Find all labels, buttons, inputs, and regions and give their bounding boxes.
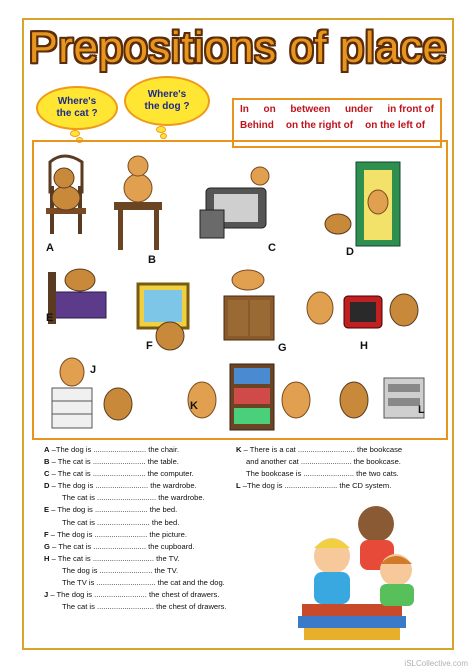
- footer-watermark: iSLCollective.com: [404, 659, 468, 668]
- picture-e-dog-on-bed: [48, 269, 106, 324]
- sentence-lead: E: [44, 505, 50, 515]
- picture-label-j: J: [90, 364, 97, 376]
- word-bank-row: [240, 104, 434, 115]
- word: under: [344, 104, 373, 115]
- sentence-lead: A: [44, 445, 50, 454]
- bubble-where-dog: [124, 76, 210, 126]
- sentence-lead: H: [44, 553, 50, 563]
- picture-a-dog-on-chair: [46, 156, 86, 234]
- bubble-dot: [70, 130, 80, 137]
- worksheet: [22, 18, 454, 650]
- bubble-dog-text: Where's the dog ?: [144, 89, 190, 112]
- sentence: The bookcase is ........................ the two cats.: [246, 469, 399, 479]
- picture-h-tv: [307, 292, 418, 328]
- sentence-lead: G: [44, 541, 50, 551]
- sentence: – The dog is ......................... the chest of drawers.: [48, 590, 220, 600]
- sentence: – The dog is ......................... the wardrobe.: [49, 481, 197, 491]
- sentence: –The dog is ......................... the chair.: [49, 445, 180, 454]
- sentence-lead: K: [236, 445, 242, 454]
- sentence: The dog is ......................... the TV.: [62, 565, 179, 575]
- sentence: The cat is ............................ the wardrobe.: [62, 493, 205, 503]
- bubble-dot: [160, 133, 167, 139]
- sentence-lead: F: [44, 529, 49, 539]
- sentence: –The dog is ......................... the CD system.: [240, 481, 392, 491]
- sentence: – The cat is ............................. the TV.: [49, 553, 180, 563]
- children-reading-illustration: [292, 492, 442, 642]
- bubble-where-cat: [36, 86, 118, 130]
- sentence: – The dog is ......................... the bed.: [49, 505, 178, 515]
- picture-label-d: D: [346, 246, 354, 258]
- picture-l-cd-system: [340, 378, 424, 418]
- sentence: – The cat is ......................... the cupboard.: [49, 541, 195, 551]
- sentence: – The cat is ......................... the computer.: [49, 469, 194, 479]
- illustrations: [34, 142, 446, 438]
- picture-label-b: B: [148, 254, 156, 266]
- page-title: Prepositions of place: [28, 23, 448, 72]
- picture-label-g: G: [278, 342, 287, 354]
- picture-label-f: F: [146, 340, 153, 352]
- sentence-lead: C: [44, 469, 50, 479]
- picture-label-a: A: [46, 242, 54, 254]
- sentence: – There is a cat ........................... the bookcase: [241, 445, 403, 454]
- sentence: – The dog is ......................... the picture.: [48, 529, 187, 539]
- picture-label-e: E: [46, 312, 54, 324]
- picture-b-cat-on-table: [114, 156, 162, 250]
- sentence-lead: D: [44, 481, 50, 491]
- picture-c-cat-behind-computer: [200, 167, 269, 238]
- picture-d-wardrobe: [325, 162, 400, 246]
- word: on the right of: [285, 120, 354, 131]
- sentence-lead: L: [236, 481, 241, 491]
- word-bank-row: [240, 120, 434, 131]
- word: on: [263, 104, 276, 115]
- bubble-dot: [156, 126, 166, 133]
- word: between: [290, 104, 331, 115]
- picture-area: [32, 140, 448, 440]
- word: on the left of: [365, 120, 426, 131]
- sentence: The cat is ......................... the bed.: [62, 517, 180, 527]
- bubble-cat-text: Where's the cat ?: [56, 96, 98, 119]
- picture-k-bookcase: [188, 364, 310, 430]
- picture-label-c: C: [268, 242, 276, 254]
- picture-label-l: L: [418, 404, 425, 416]
- picture-label-h: H: [360, 340, 368, 352]
- word: in front of: [387, 104, 434, 115]
- sentence: The cat is ........................... the chest of drawers.: [62, 602, 227, 612]
- word: In: [240, 104, 249, 115]
- picture-g-cat-on-cupboard: [224, 270, 274, 340]
- sentence: – The cat is ......................... the table.: [49, 457, 179, 467]
- sentence-lead: J: [44, 590, 49, 600]
- sentences-left: [44, 444, 227, 613]
- sentences-right: [236, 444, 402, 492]
- sentence: and another cat ........................ the bookcase.: [246, 457, 401, 467]
- word: Behind: [240, 120, 274, 131]
- sentence: The TV is ............................ the cat and the dog.: [62, 578, 225, 588]
- sentence-lead: B: [44, 457, 50, 467]
- picture-label-k: K: [190, 400, 198, 412]
